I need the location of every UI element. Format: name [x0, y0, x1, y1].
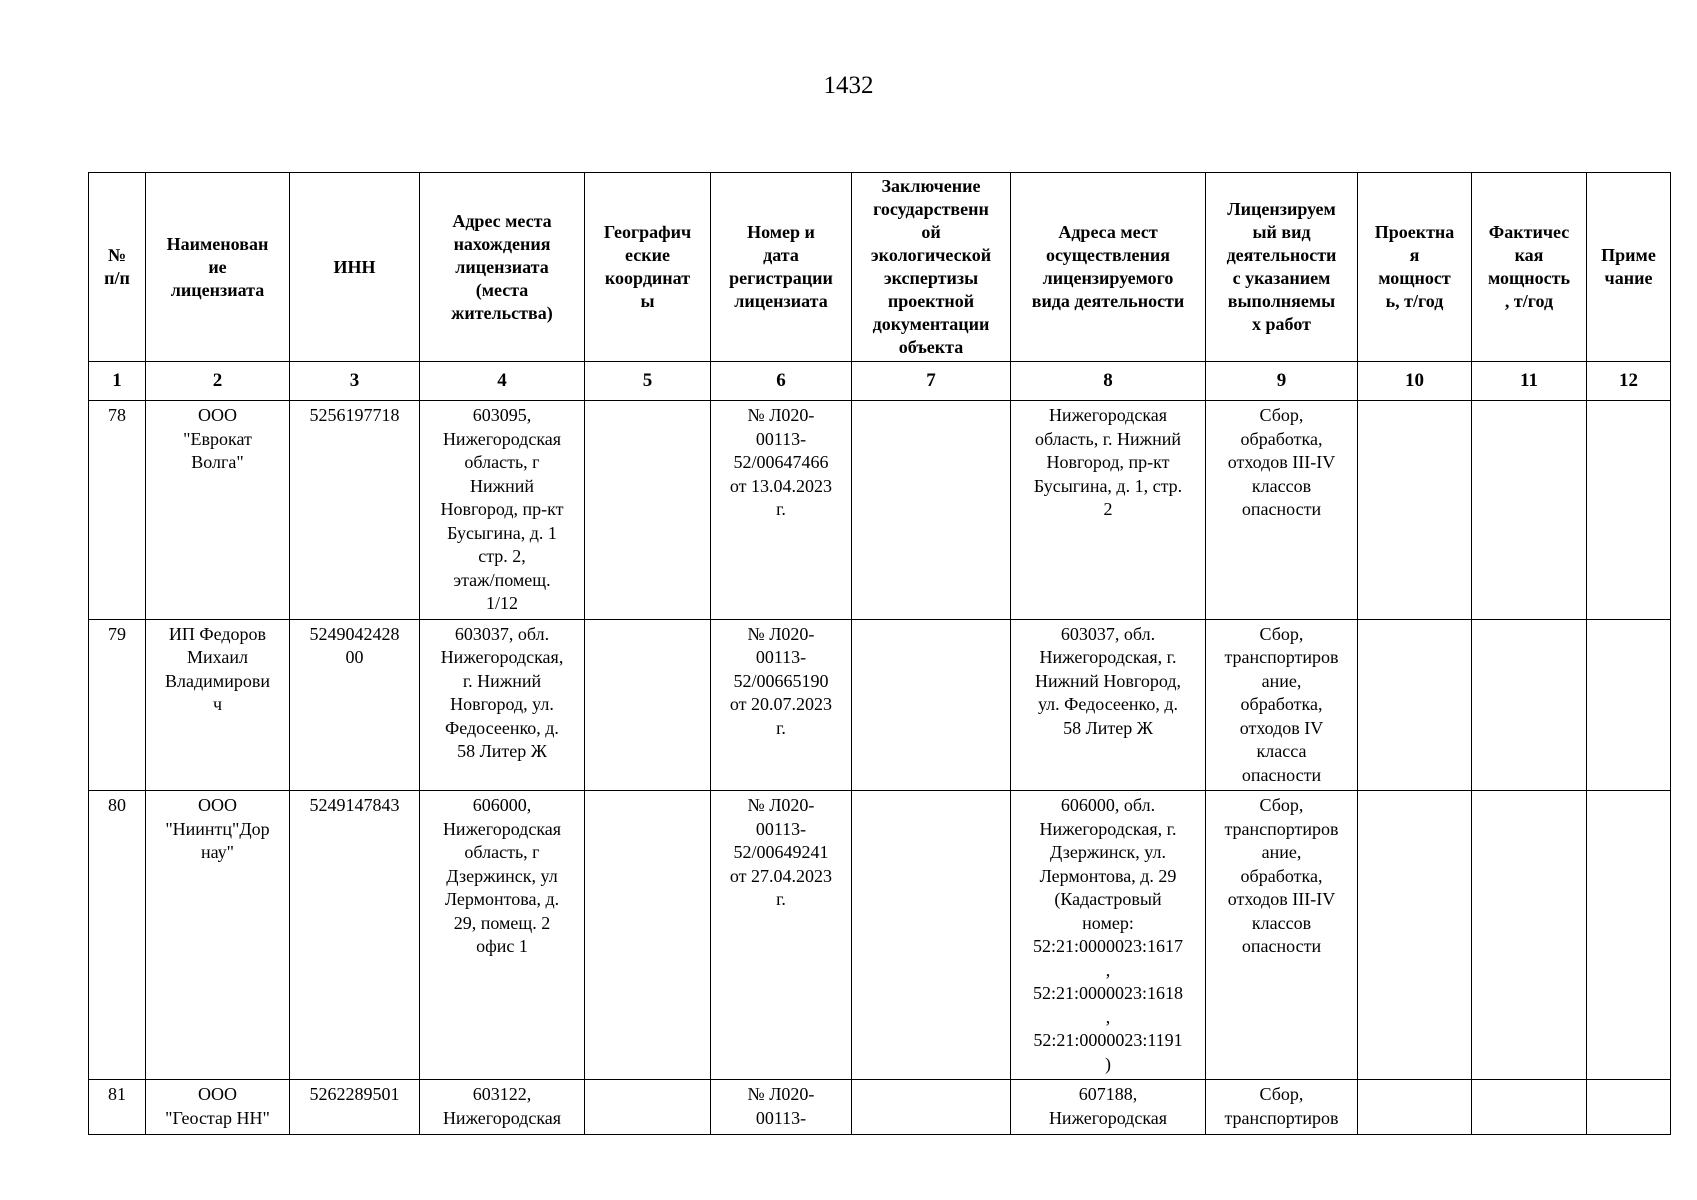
row-licensee-address: 603122, Нижегородская [420, 1080, 585, 1135]
row-activity-type: Сбор, обработка, отходов III-IV классов опасности [1206, 401, 1358, 620]
header-no: № п/п [89, 173, 146, 362]
row-registration: № Л020- 00113- [711, 1080, 852, 1135]
row-activity-type: Сбор, транспортиров ание, обработка, отходов III-IV классов опасности [1206, 791, 1358, 1080]
row-licensee-address: 603095, Нижегородская область, г Нижний Новгород, пр-кт Бусыгина, д. 1 стр. 2, этаж/помещ. 1/12 [420, 401, 585, 620]
row-inn: 5256197718 [290, 401, 420, 620]
header-inn: ИНН [290, 173, 420, 362]
row-geo-coordinates [585, 619, 711, 791]
row-activity-type: Сбор, транспортиров ание, обработка, отходов IV класса опасности [1206, 619, 1358, 791]
row-no: 78 [89, 401, 146, 620]
table-row [89, 791, 1671, 1080]
row-licensee-address: 606000, Нижегородская область, г Дзержинск, ул Лермонтова, д. 29, помещ. 2 офис 1 [420, 791, 585, 1080]
row-activity-type: Сбор, транспортиров [1206, 1080, 1358, 1135]
row-note [1587, 401, 1671, 620]
row-licensee-name: ИП Федоров Михаил Владимирови ч [146, 619, 290, 791]
row-activity-address: 606000, обл. Нижегородская, г. Дзержинск, ул. Лермонтова, д. 29 (Кадастровый номер: 52:21:0000023:1617 , 52:21:0000023:1618 , 52:21:0000023:1191 ) [1011, 791, 1206, 1080]
row-licensee-address: 603037, обл. Нижегородская, г. Нижний Новгород, ул. Федосеенко, д. 58 Литер Ж [420, 619, 585, 791]
row-licensee-name: ООО "Ниинтц"Дор нау" [146, 791, 290, 1080]
row-registration: № Л020- 00113- 52/00665190 от 20.07.2023 г. [711, 619, 852, 791]
row-note [1587, 1080, 1671, 1135]
header-actual-capacity: Фактичес кая мощность , т/год [1472, 173, 1587, 362]
row-note [1587, 619, 1671, 791]
page-number: 1432 [823, 72, 874, 99]
row-registration: № Л020- 00113- 52/00647466 от 13.04.2023 г. [711, 401, 852, 620]
row-geo-coordinates [585, 1080, 711, 1135]
column-number: 4 [420, 362, 585, 401]
table-row [89, 401, 1671, 620]
license-registry-table [88, 172, 1671, 1135]
row-actual-capacity [1472, 401, 1587, 620]
row-design-capacity [1358, 401, 1472, 620]
row-licensee-name: ООО "Геостар НН" [146, 1080, 290, 1135]
row-design-capacity [1358, 619, 1472, 791]
row-expertise [852, 1080, 1011, 1135]
header-row [89, 173, 1671, 362]
row-design-capacity [1358, 1080, 1472, 1135]
row-actual-capacity [1472, 791, 1587, 1080]
row-actual-capacity [1472, 619, 1587, 791]
column-number: 2 [146, 362, 290, 401]
header-activity-address: Адреса мест осуществления лицензируемого вида деятельности [1011, 173, 1206, 362]
header-design-capacity: Проектна я мощност ь, т/год [1358, 173, 1472, 362]
row-inn: 5249147843 [290, 791, 420, 1080]
row-no: 81 [89, 1080, 146, 1135]
row-licensee-name: ООО "Еврокат Волга" [146, 401, 290, 620]
row-actual-capacity [1472, 1080, 1587, 1135]
row-no: 79 [89, 619, 146, 791]
header-registration: Номер и дата регистрации лицензиата [711, 173, 852, 362]
table-row [89, 619, 1671, 791]
row-expertise [852, 401, 1011, 620]
column-number: 5 [585, 362, 711, 401]
column-number: 8 [1011, 362, 1206, 401]
row-activity-address: 603037, обл. Нижегородская, г. Нижний Новгород, ул. Федосеенко, д. 58 Литер Ж [1011, 619, 1206, 791]
row-expertise [852, 791, 1011, 1080]
column-number: 1 [89, 362, 146, 401]
row-inn: 5262289501 [290, 1080, 420, 1135]
row-registration: № Л020- 00113- 52/00649241 от 27.04.2023 г. [711, 791, 852, 1080]
column-number: 7 [852, 362, 1011, 401]
table-row [89, 1080, 1671, 1135]
column-number-row [89, 362, 1671, 401]
header-note: Приме чание [1587, 173, 1671, 362]
column-number: 12 [1587, 362, 1671, 401]
row-activity-address: Нижегородская область, г. Нижний Новгород, пр-кт Бусыгина, д. 1, стр. 2 [1011, 401, 1206, 620]
header-activity-type: Лицензируем ый вид деятельности с указанием выполняемы х работ [1206, 173, 1358, 362]
column-number: 3 [290, 362, 420, 401]
column-number: 9 [1206, 362, 1358, 401]
column-number: 6 [711, 362, 852, 401]
row-activity-address: 607188, Нижегородская [1011, 1080, 1206, 1135]
header-licensee-name: Наименован ие лицензиата [146, 173, 290, 362]
row-note [1587, 791, 1671, 1080]
row-expertise [852, 619, 1011, 791]
row-no: 80 [89, 791, 146, 1080]
column-number: 10 [1358, 362, 1472, 401]
column-number: 11 [1472, 362, 1587, 401]
row-geo-coordinates [585, 791, 711, 1080]
row-inn: 5249042428 00 [290, 619, 420, 791]
header-expertise: Заключение государственн ой экологической экспертизы проектной документации объекта [852, 173, 1011, 362]
row-geo-coordinates [585, 401, 711, 620]
header-licensee-address: Адрес места нахождения лицензиата (места жительства) [420, 173, 585, 362]
row-design-capacity [1358, 791, 1472, 1080]
header-geo-coordinates: Географич еские координат ы [585, 173, 711, 362]
